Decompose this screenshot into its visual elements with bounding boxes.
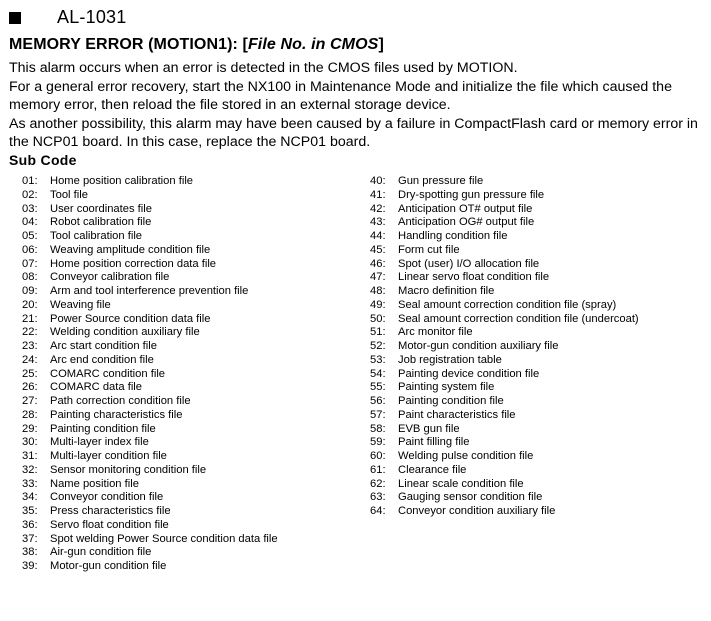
- subcode-row: [370, 409, 705, 423]
- subcode-name: Robot calibration file: [50, 216, 152, 229]
- subcode-number: 39:: [22, 560, 38, 572]
- subcode-name: EVB gun file: [398, 422, 460, 435]
- subcode-name: Job registration table: [398, 353, 502, 366]
- subcode-row: [22, 340, 362, 354]
- subcode-row: [22, 546, 362, 560]
- subcode-name: Gun pressure file: [398, 175, 484, 187]
- subcode-number: 42:: [370, 202, 386, 215]
- subcode-name: Form cut file: [398, 243, 460, 256]
- subcode-number: 09:: [22, 285, 38, 297]
- subcode-name: Air-gun condition file: [50, 546, 152, 559]
- subcode-row: [22, 285, 362, 299]
- subcode-row: [22, 533, 362, 547]
- subcode-name: Tool file: [50, 188, 88, 201]
- subcode-name: COMARC condition file: [50, 367, 166, 380]
- subcode-row: [22, 450, 362, 464]
- subcode-number: 22:: [22, 326, 38, 339]
- subcode-number: 01:: [22, 175, 38, 187]
- subcode-row: [370, 230, 705, 244]
- subcode-number: 34:: [22, 491, 38, 504]
- subcode-name: Sensor monitoring condition file: [50, 463, 207, 476]
- alarm-header: [9, 6, 126, 28]
- subcode-row: [22, 409, 362, 423]
- alarm-description: [9, 59, 704, 152]
- subcode-name: Motor-gun condition auxiliary file: [398, 340, 559, 352]
- subcode-name: Paint filling file: [398, 436, 470, 449]
- subcode-number: 25:: [22, 367, 38, 380]
- subcode-number: 48:: [370, 285, 386, 297]
- subcode-name: Anticipation OG# output file: [398, 216, 535, 229]
- subcode-number: 47:: [370, 271, 386, 284]
- subcode-number: 21:: [22, 312, 38, 325]
- description-paragraph: For a general error recovery, start the NX100 in Maintenance Mode and initialize the file which caused the memory error, then reload the file stored in an external storage device.: [9, 78, 672, 113]
- subcode-number: 63:: [370, 491, 386, 504]
- subcode-number: 61:: [370, 463, 386, 476]
- subcode-name: Clearance file: [398, 463, 467, 476]
- subcode-name: Path correction condition file: [50, 395, 191, 407]
- description-paragraph: This alarm occurs when an error is detected in the CMOS files used by MOTION.: [9, 60, 518, 76]
- subcode-name: Weaving amplitude condition file: [50, 243, 211, 256]
- subcode-name: Arm and tool interference prevention file: [50, 285, 249, 297]
- subcode-name: Servo float condition file: [50, 518, 169, 531]
- subcode-row: [22, 436, 362, 450]
- subcode-row: [370, 368, 705, 382]
- subcode-name: Home position correction data file: [50, 257, 217, 270]
- subcode-row: [370, 216, 705, 230]
- subcode-row: [22, 216, 362, 230]
- subcode-number: 29:: [22, 422, 38, 435]
- subcode-number: 50:: [370, 312, 386, 325]
- subcode-number: 30:: [22, 436, 38, 449]
- subcode-number: 49:: [370, 298, 386, 311]
- subcode-row: [22, 244, 362, 258]
- subcode-name: Handling condition file: [398, 230, 508, 242]
- subcode-number: 26:: [22, 381, 38, 394]
- subcode-row: [370, 299, 705, 313]
- subcode-name: Spot welding Power Source condition data file: [50, 532, 278, 545]
- subcode-name: Linear scale condition file: [398, 477, 524, 490]
- alarm-title-suffix: ]: [378, 36, 384, 53]
- subcode-row: [22, 519, 362, 533]
- subcode-name: Macro definition file: [398, 285, 495, 297]
- subcode-row: [370, 340, 705, 354]
- subcode-name: Welding condition auxiliary file: [50, 326, 200, 339]
- subcode-row: [22, 203, 362, 217]
- subcode-row: [22, 189, 362, 203]
- subcode-name: Motor-gun condition file: [50, 560, 167, 572]
- subcode-row: [22, 354, 362, 368]
- subcode-list-left: [22, 175, 362, 574]
- subcode-number: 03:: [22, 202, 38, 215]
- subcode-number: 37:: [22, 532, 38, 545]
- subcode-number: 35:: [22, 505, 38, 517]
- subcode-name: Home position calibration file: [50, 175, 194, 187]
- subcode-row: [370, 313, 705, 327]
- subcode-row: [370, 450, 705, 464]
- subcode-number: 07:: [22, 257, 38, 270]
- subcode-number: 05:: [22, 230, 38, 242]
- subcode-row: [370, 423, 705, 437]
- subcode-number: 28:: [22, 408, 38, 421]
- alarm-title: [9, 36, 384, 54]
- subcode-row: [370, 189, 705, 203]
- subcode-row: [370, 505, 705, 519]
- subcode-row: [22, 395, 362, 409]
- subcode-number: 53:: [370, 353, 386, 366]
- subcode-number: 58:: [370, 422, 386, 435]
- subcode-row: [22, 271, 362, 285]
- subcode-row: [370, 491, 705, 505]
- subcode-row: [370, 395, 705, 409]
- subcode-row: [370, 271, 705, 285]
- subcode-number: 31:: [22, 450, 38, 462]
- subcode-name: Multi-layer condition file: [50, 450, 167, 462]
- subcode-row: [22, 175, 362, 189]
- subcode-number: 33:: [22, 477, 38, 490]
- subcode-name: Conveyor condition file: [50, 491, 164, 504]
- subcode-number: 24:: [22, 353, 38, 366]
- subcode-number: 02:: [22, 188, 38, 201]
- subcode-row: [370, 381, 705, 395]
- subcode-row: [22, 423, 362, 437]
- subcode-row: [22, 258, 362, 272]
- subcode-name: Conveyor condition auxiliary file: [398, 505, 556, 517]
- subcode-number: 23:: [22, 340, 38, 352]
- subcode-name: Painting condition file: [398, 395, 504, 407]
- subcode-heading: Sub Code: [9, 152, 77, 168]
- subcode-name: Painting condition file: [50, 422, 156, 435]
- subcode-row: [370, 464, 705, 478]
- subcode-name: Paint characteristics file: [398, 408, 516, 421]
- subcode-number: 40:: [370, 175, 386, 187]
- subcode-name: Tool calibration file: [50, 230, 143, 242]
- subcode-name: Seal amount correction condition file (undercoat): [398, 312, 639, 325]
- subcode-number: 64:: [370, 505, 386, 517]
- subcode-name: Painting system file: [398, 381, 495, 394]
- subcode-row: [22, 505, 362, 519]
- subcode-number: 57:: [370, 408, 386, 421]
- subcode-number: 20:: [22, 298, 38, 311]
- subcode-name: Arc monitor file: [398, 326, 473, 339]
- subcode-name: Multi-layer index file: [50, 436, 149, 449]
- subcode-number: 44:: [370, 230, 386, 242]
- subcode-row: [22, 478, 362, 492]
- subcode-name: Weaving file: [50, 298, 111, 311]
- subcode-number: 60:: [370, 450, 386, 462]
- subcode-name: User coordinates file: [50, 202, 152, 215]
- subcode-row: [370, 175, 705, 189]
- subcode-number: 54:: [370, 367, 386, 380]
- subcode-row: [370, 436, 705, 450]
- subcode-row: [22, 464, 362, 478]
- subcode-name: Spot (user) I/O allocation file: [398, 257, 540, 270]
- subcode-row: [370, 258, 705, 272]
- subcode-name: Press characteristics file: [50, 505, 171, 517]
- alarm-title-italic: File No. in CMOS: [247, 36, 379, 53]
- subcode-row: [22, 230, 362, 244]
- subcode-row: [22, 313, 362, 327]
- subcode-row: [370, 203, 705, 217]
- subcode-number: 43:: [370, 216, 386, 229]
- alarm-title-prefix: MEMORY ERROR (MOTION1): [: [9, 36, 248, 53]
- subcode-number: 04:: [22, 216, 38, 229]
- subcode-name: Painting device condition file: [398, 367, 540, 380]
- subcode-name: Anticipation OT# output file: [398, 202, 533, 215]
- subcode-name: Painting characteristics file: [50, 408, 183, 421]
- subcode-row: [370, 354, 705, 368]
- description-paragraph: As another possibility, this alarm may have been caused by a failure in CompactFlash card or memory error in the NCP01 board. In this case, replace the NCP01 board.: [9, 115, 698, 150]
- subcode-name: Conveyor calibration file: [50, 271, 170, 284]
- subcode-name: Welding pulse condition file: [398, 450, 534, 462]
- subcode-number: 51:: [370, 326, 386, 339]
- subcode-number: 45:: [370, 243, 386, 256]
- subcode-name: COMARC data file: [50, 381, 143, 394]
- subcode-number: 59:: [370, 436, 386, 449]
- subcode-row: [370, 478, 705, 492]
- subcode-name: Name position file: [50, 477, 139, 490]
- subcode-row: [22, 326, 362, 340]
- subcode-name: Arc end condition file: [50, 353, 154, 366]
- subcode-number: 55:: [370, 381, 386, 394]
- subcode-number: 62:: [370, 477, 386, 490]
- subcode-row: [22, 560, 362, 574]
- subcode-row: [370, 285, 705, 299]
- subcode-row: [370, 244, 705, 258]
- subcode-row: [22, 491, 362, 505]
- subcode-list-right: [370, 175, 705, 519]
- subcode-row: [22, 381, 362, 395]
- subcode-name: Dry-spotting gun pressure file: [398, 188, 545, 201]
- subcode-name: Seal amount correction condition file (spray): [398, 298, 617, 311]
- subcode-name: Power Source condition data file: [50, 312, 211, 325]
- subcode-name: Linear servo float condition file: [398, 271, 550, 284]
- subcode-row: [370, 326, 705, 340]
- subcode-name: Arc start condition file: [50, 340, 157, 352]
- subcode-number: 38:: [22, 546, 38, 559]
- subcode-number: 27:: [22, 395, 38, 407]
- square-bullet-icon: [9, 12, 21, 24]
- subcode-number: 52:: [370, 340, 386, 352]
- subcode-number: 46:: [370, 257, 386, 270]
- subcode-number: 36:: [22, 518, 38, 531]
- subcode-number: 56:: [370, 395, 386, 407]
- subcode-number: 41:: [370, 188, 386, 201]
- subcode-row: [22, 299, 362, 313]
- subcode-name: Gauging sensor condition file: [398, 491, 543, 504]
- subcode-number: 06:: [22, 243, 38, 256]
- subcode-number: 32:: [22, 463, 38, 476]
- subcode-row: [22, 368, 362, 382]
- alarm-code: AL-1031: [57, 6, 127, 27]
- subcode-number: 08:: [22, 271, 38, 284]
